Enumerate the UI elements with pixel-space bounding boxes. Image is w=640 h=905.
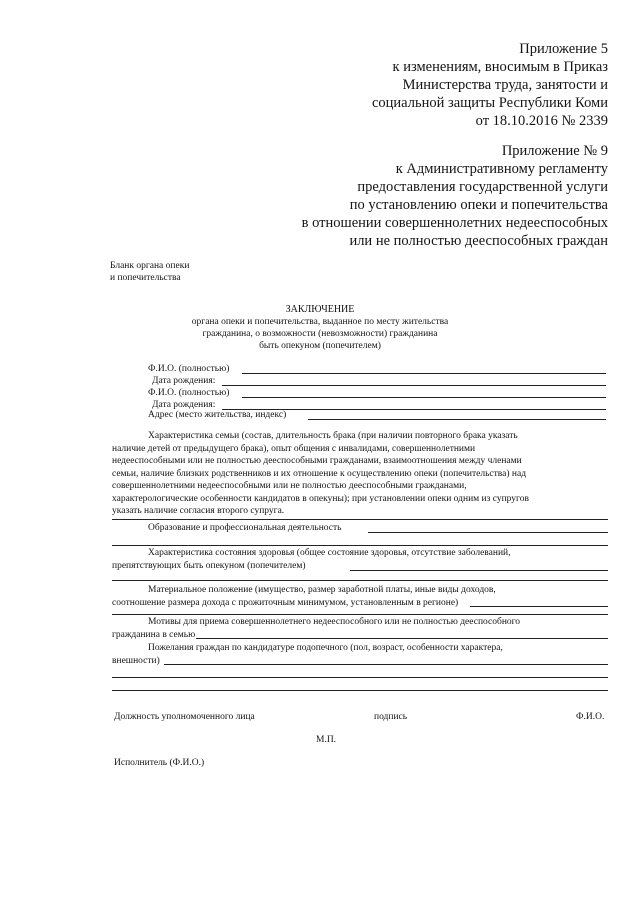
family-characteristics — [112, 430, 608, 518]
wishes-line: Пожелания граждан по кандидатуре подопечного (пол, возраст, особенности характера, — [148, 643, 503, 653]
family-input-line[interactable] — [112, 519, 608, 520]
motives-line: Мотивы для приема совершеннолетнего недееспособного или не полностью дееспособного — [148, 617, 521, 627]
birthdate-input-line[interactable] — [222, 385, 606, 386]
motives-line: гражданина в семью — [112, 629, 196, 640]
fio-label: Ф.И.О. (полностью) — [148, 364, 230, 374]
fio-label: Ф.И.О. (полностью) — [148, 388, 230, 398]
wishes-input-line[interactable] — [112, 690, 608, 691]
address-label: Адрес (место жительства, индекс) — [148, 410, 287, 420]
family-line: семьи, наличие близких родственников и их отношение к осуществлению опеки (попечительства) над — [112, 468, 527, 479]
material-line: Материальное положение (имущество, размер заработной платы, иные виды доходов, — [148, 585, 496, 595]
official-position-label: Должность уполномоченного лица — [114, 712, 255, 722]
wishes-line: внешности) — [112, 655, 160, 666]
education-input-line[interactable] — [112, 545, 608, 546]
health-input-line[interactable] — [112, 580, 608, 581]
health-characteristics — [112, 547, 608, 572]
appendix-5-line: Министерства труда, занятости и — [402, 77, 608, 93]
appendix-5-line: от 18.10.2016 № 2339 — [475, 113, 608, 129]
family-line: указать наличие согласия второго супруга. — [112, 506, 285, 516]
blank-label: и попечительства — [110, 273, 181, 283]
appendix-9-line: по установлению опеки и попечительства — [349, 197, 608, 213]
material-input-line[interactable] — [470, 606, 608, 607]
education-label: Образование и профессиональная деятельность — [148, 523, 342, 533]
family-line: наличие детей от предыдущего брака), опыт общения с инвалидами, совершеннолетними — [112, 443, 476, 454]
address-input-line[interactable] — [308, 419, 606, 420]
appendix-5-title: Приложение 5 — [519, 41, 608, 57]
wishes-input-line[interactable] — [112, 677, 608, 678]
appendix-9-line: в отношении совершеннолетних недееспособных — [301, 215, 608, 231]
education-input-line[interactable] — [368, 532, 608, 533]
appendix-9-line: к Административному регламенту — [395, 161, 608, 177]
family-line: характерологические особенности кандидатов в опекуны); при установлении опеки одним из супругов — [112, 493, 529, 504]
wishes-input-line[interactable] — [164, 664, 608, 665]
document-subtitle: гражданина, о возможности (невозможности) гражданина — [202, 329, 438, 339]
appendix-9-line: предоставления государственной услуги — [357, 179, 608, 195]
document-subtitle: органа опеки и попечительства, выданное по месту жительства — [191, 317, 449, 327]
motives-input-line[interactable] — [196, 638, 608, 639]
fio-input-line[interactable] — [242, 373, 606, 374]
birthdate-label: Дата рождения: — [152, 376, 216, 386]
appendix-9-title: Приложение № 9 — [501, 143, 608, 159]
health-line: Характеристика состояния здоровья (общее состояние здоровья, отсутствие заболеваний, — [148, 548, 511, 558]
appendix-5-line: социальной защиты Республики Коми — [371, 95, 608, 111]
family-line: недееспособными или не полностью дееспособными гражданами, взаимоотношения между членами — [112, 456, 522, 466]
health-line: препятствующих быть опекуном (попечителем) — [112, 560, 306, 571]
fio-input-line[interactable] — [242, 397, 606, 398]
material-input-line[interactable] — [112, 614, 608, 615]
stamp-label: М.П. — [316, 735, 337, 745]
fio-signature-label: Ф.И.О. — [576, 712, 605, 722]
appendix-9-line: или не полностью дееспособных граждан — [349, 233, 608, 249]
signature-label: подпись — [374, 712, 408, 722]
material-line: соотношение размера дохода с прожиточным минимумом, установленным в регионе) — [112, 597, 459, 608]
health-input-line[interactable] — [350, 570, 608, 571]
document-title: ЗАКЛЮЧЕНИЕ — [285, 304, 355, 315]
executor-label: Исполнитель (Ф.И.О.) — [114, 758, 205, 768]
family-line: совершеннолетними недееспособными или не полностью дееспособными гражданами, — [112, 481, 467, 491]
appendix-5-line: к изменениям, вносимым в Приказ — [392, 59, 608, 75]
blank-label: Бланк органа опеки — [110, 261, 190, 271]
birthdate-label: Дата рождения: — [152, 400, 216, 410]
family-line: Характеристика семьи (состав, длительность брака (при наличии повторного брака указать — [148, 431, 518, 441]
document-subtitle: быть опекуном (попечителем) — [259, 341, 381, 351]
